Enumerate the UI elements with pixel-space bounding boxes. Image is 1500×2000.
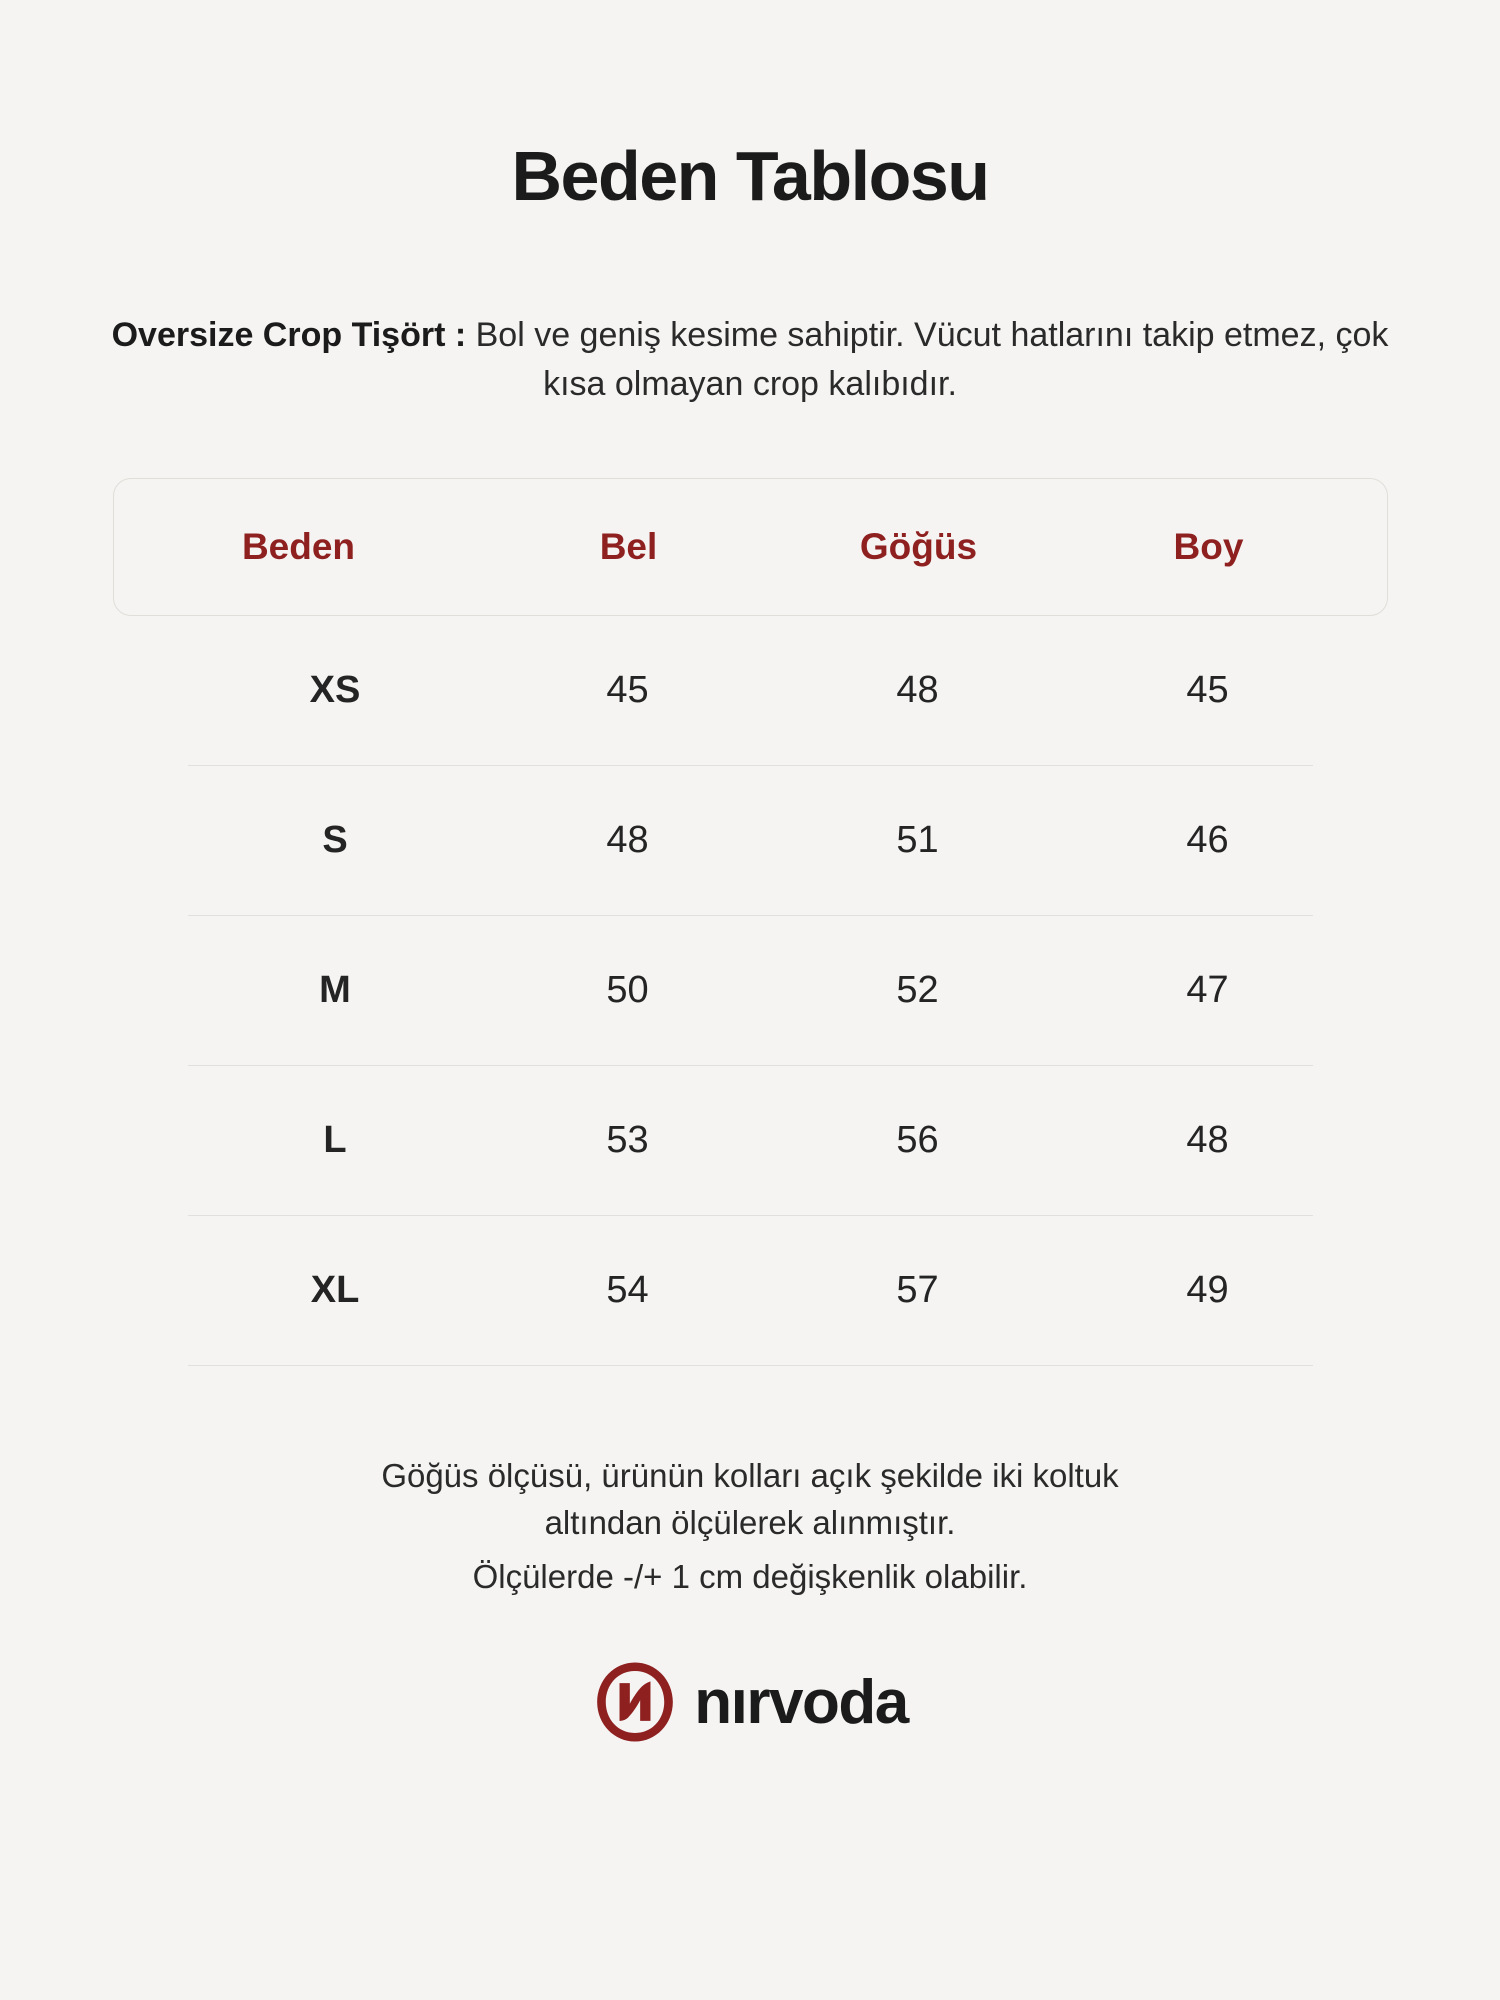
table-row <box>188 766 1313 916</box>
cell-length: 47 <box>1186 968 1229 1011</box>
measurement-notes <box>150 1452 1350 1602</box>
table-row <box>188 916 1313 1066</box>
product-description <box>105 311 1395 410</box>
table-row <box>188 1216 1313 1366</box>
note-line-2: altından ölçülerek alınmıştır. <box>544 1504 956 1542</box>
size-table-body <box>113 616 1388 1366</box>
brand-name: nırvoda <box>694 1667 908 1737</box>
size-table <box>113 478 1388 1366</box>
cell-size: S <box>322 818 348 861</box>
note-line-1: Göğüs ölçüsü, ürünün kolları açık şekilde iki koltuk <box>381 1456 1119 1494</box>
cell-length: 49 <box>1186 1268 1229 1311</box>
cell-waist: 48 <box>606 818 649 861</box>
cell-waist: 54 <box>606 1268 649 1311</box>
cell-size: M <box>319 968 351 1011</box>
size-table-header-row <box>113 478 1388 616</box>
cell-chest: 56 <box>896 1118 939 1161</box>
column-header-length: Boy <box>1173 525 1244 567</box>
column-header-size: Beden <box>241 525 356 567</box>
table-row <box>188 1066 1313 1216</box>
product-description-label: Oversize Crop Tişört : <box>111 316 467 354</box>
cell-chest: 52 <box>896 968 939 1011</box>
cell-waist: 50 <box>606 968 649 1011</box>
cell-size: XS <box>309 668 361 711</box>
cell-size: XL <box>310 1268 360 1311</box>
column-header-waist: Bel <box>599 525 658 567</box>
brand-logo <box>592 1659 907 1745</box>
cell-waist: 45 <box>606 668 649 711</box>
cell-length: 46 <box>1186 818 1229 861</box>
note-line-3: Ölçülerde -/+ 1 cm değişkenlik olabilir. <box>472 1558 1028 1596</box>
cell-chest: 48 <box>896 668 939 711</box>
product-description-text: Bol ve geniş kesime sahiptir. Vücut hatlarını takip etmez, çok kısa olmayan crop kalıbıdır. <box>466 316 1389 404</box>
cell-length: 45 <box>1186 668 1229 711</box>
page-title: Beden Tablosu <box>511 137 989 215</box>
nirvoda-n-monogram-icon <box>592 1659 678 1745</box>
table-row <box>188 616 1313 766</box>
cell-length: 48 <box>1186 1118 1229 1161</box>
cell-waist: 53 <box>606 1118 649 1161</box>
cell-chest: 51 <box>896 818 939 861</box>
cell-chest: 57 <box>896 1268 939 1311</box>
column-header-chest: Göğüs <box>859 525 978 567</box>
cell-size: L <box>323 1118 347 1161</box>
